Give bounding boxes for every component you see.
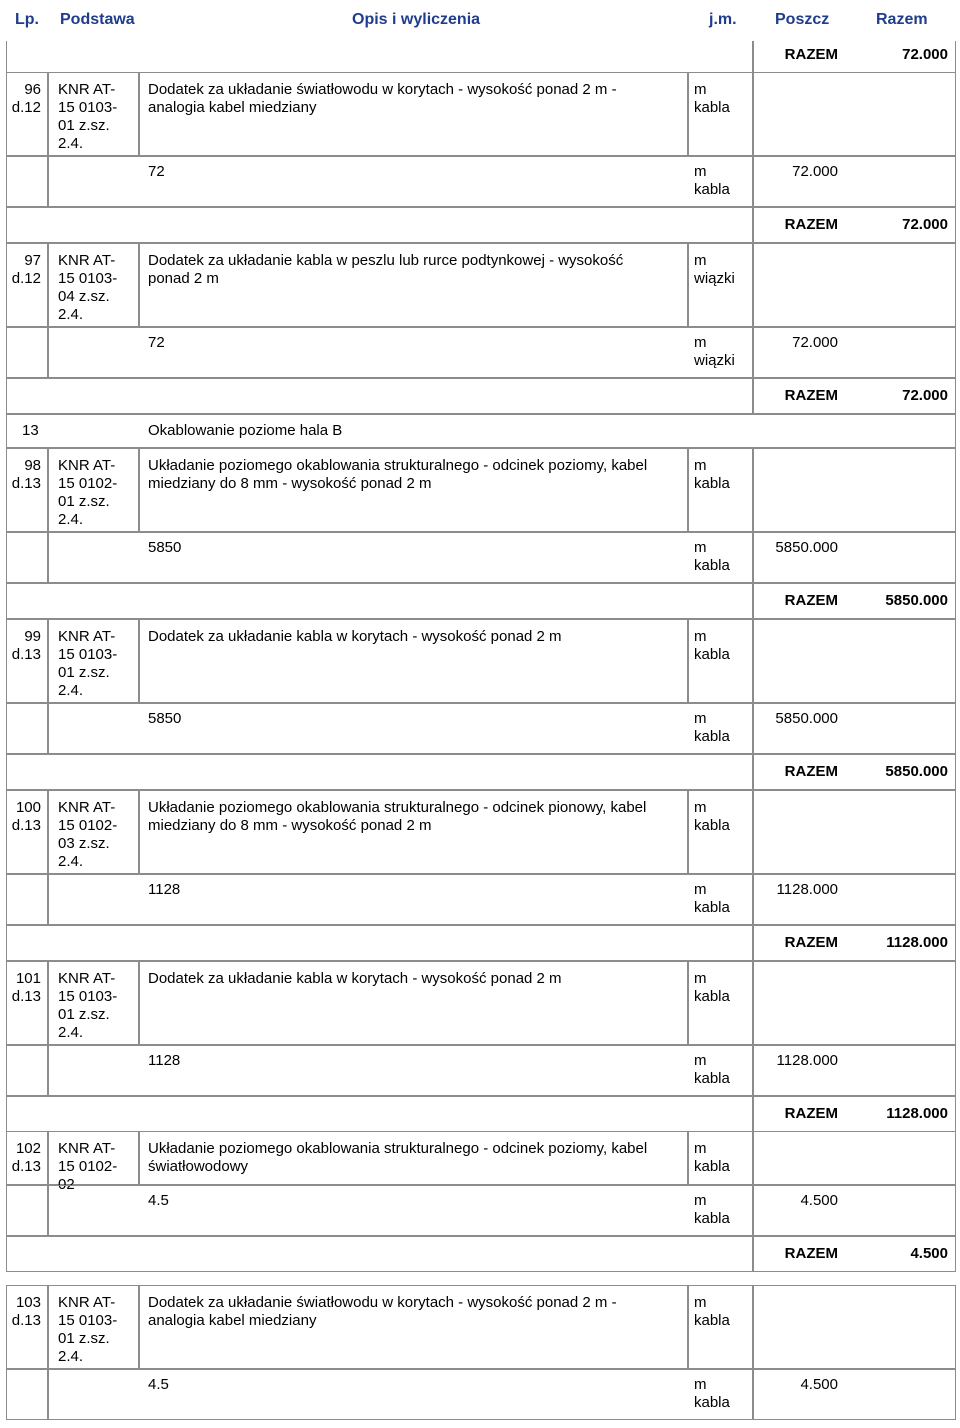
item-podstawa: KNR AT- — [58, 1140, 116, 1157]
item-description: Układanie poziomego okablowania strukturalnego - odcinek pionowy, kabel — [148, 799, 647, 816]
cell-values — [753, 448, 956, 532]
item-description: ponad 2 m — [148, 270, 219, 287]
calc-blank — [6, 1185, 48, 1236]
calc-unit: kabla — [694, 1394, 730, 1411]
summary-row-left — [6, 207, 753, 243]
item-lp: d.13 — [11, 475, 41, 492]
item-podstawa: 15 0103- — [58, 270, 118, 287]
calc-expression: 5850 — [148, 710, 182, 727]
cell-values — [753, 1285, 956, 1369]
summary-value: 1128.000 — [886, 934, 948, 951]
item-description: Układanie poziomego okablowania strukturalnego - odcinek poziomy, kabel — [148, 1140, 648, 1157]
summary-label: RAZEM — [784, 216, 838, 233]
item-unit: wiązki — [694, 270, 735, 287]
item-description: analogia kabel miedziany — [148, 1312, 317, 1329]
header-podstawa: Podstawa — [60, 11, 135, 28]
calc-unit: m — [694, 1192, 707, 1209]
item-podstawa: 01 z.sz. — [58, 664, 110, 681]
poszcz-value: 1128.000 — [776, 881, 838, 898]
cell-values — [753, 790, 956, 874]
summary-value: 4.500 — [910, 1245, 948, 1262]
item-podstawa: 2.4. — [58, 511, 84, 528]
item-lp: d.13 — [11, 646, 41, 663]
poszcz-value: 72.000 — [792, 163, 838, 180]
summary-label: RAZEM — [784, 1105, 838, 1122]
summary-value: 5850.000 — [885, 763, 948, 780]
item-podstawa: 03 z.sz. — [58, 835, 110, 852]
item-lp: 100 — [15, 799, 41, 816]
item-lp: 96 — [24, 81, 41, 98]
item-podstawa: KNR AT- — [58, 799, 116, 816]
item-podstawa: 01 z.sz. — [58, 1006, 110, 1023]
summary-row-left — [6, 925, 753, 961]
header-razem: Razem — [876, 11, 928, 28]
item-podstawa: 01 z.sz. — [58, 117, 110, 134]
item-unit: kabla — [694, 817, 730, 834]
item-podstawa: 04 z.sz. — [58, 288, 110, 305]
header-poszcz: Poszcz — [775, 11, 830, 28]
item-unit: m — [694, 970, 707, 987]
calc-blank — [6, 1045, 48, 1096]
summary-label: RAZEM — [784, 934, 838, 951]
item-unit: kabla — [694, 1312, 730, 1329]
calc-values — [753, 156, 956, 207]
calc-blank — [6, 1369, 48, 1420]
poszcz-value: 4.500 — [800, 1192, 838, 1209]
summary-top-label: RAZEM — [784, 46, 838, 63]
cell-values — [753, 961, 956, 1045]
calc-expression: 72 — [148, 163, 165, 180]
item-unit: kabla — [694, 99, 730, 116]
item-lp: d.13 — [11, 817, 41, 834]
item-lp: d.13 — [11, 1158, 41, 1175]
summary-value: 5850.000 — [885, 592, 948, 609]
calc-unit: m — [694, 163, 707, 180]
header-jm: j.m. — [709, 11, 737, 28]
poszcz-value: 72.000 — [792, 334, 838, 351]
item-unit: m — [694, 252, 707, 269]
item-description: miedziany do 8 mm - wysokość ponad 2 m — [148, 817, 432, 834]
summary-top-row-left — [6, 37, 753, 73]
item-lp: 102 — [15, 1140, 41, 1157]
poszcz-value: 4.500 — [800, 1376, 838, 1393]
summary-label: RAZEM — [784, 763, 838, 780]
item-podstawa: KNR AT- — [58, 628, 116, 645]
calc-unit: kabla — [694, 1070, 730, 1087]
calc-unit: kabla — [694, 557, 730, 574]
item-podstawa: KNR AT- — [58, 1294, 116, 1311]
summary-label: RAZEM — [784, 1245, 838, 1262]
item-podstawa: 15 0102- — [58, 1158, 118, 1175]
item-podstawa: 2.4. — [58, 135, 84, 152]
cell-values — [753, 243, 956, 327]
summary-label: RAZEM — [784, 387, 838, 404]
item-unit: m — [694, 81, 707, 98]
item-unit: m — [694, 1140, 707, 1157]
item-description: Dodatek za układanie światłowodu w korytach - wysokość ponad 2 m - — [148, 1294, 617, 1311]
item-lp: 103 — [15, 1294, 41, 1311]
item-unit: kabla — [694, 646, 730, 663]
calc-expression: 4.5 — [148, 1376, 169, 1393]
item-podstawa: 15 0103- — [58, 99, 118, 116]
calc-expression: 5850 — [148, 539, 182, 556]
item-unit: kabla — [694, 475, 730, 492]
item-description: światłowodowy — [148, 1158, 249, 1175]
item-podstawa: 15 0102- — [58, 817, 118, 834]
summary-value: 72.000 — [902, 387, 948, 404]
calc-unit: kabla — [694, 728, 730, 745]
calc-unit: m — [694, 334, 707, 351]
item-podstawa: 15 0102- — [58, 475, 118, 492]
item-podstawa: 2.4. — [58, 682, 84, 699]
calc-unit: wiązki — [694, 352, 735, 369]
item-podstawa: KNR AT- — [58, 81, 116, 98]
table-header — [0, 0, 960, 41]
calc-unit: m — [694, 1376, 707, 1393]
calc-expression: 1128 — [148, 1052, 181, 1069]
item-lp: d.12 — [11, 270, 41, 287]
item-unit: m — [694, 628, 707, 645]
calc-unit: m — [694, 1052, 707, 1069]
calc-values — [753, 1185, 956, 1236]
calc-unit: kabla — [694, 181, 730, 198]
item-podstawa: 01 z.sz. — [58, 493, 110, 510]
item-unit: m — [694, 457, 707, 474]
cell-values — [753, 1131, 956, 1185]
item-podstawa: 2.4. — [58, 306, 84, 323]
item-description: Dodatek za układanie światłowodu w korytach - wysokość ponad 2 m - — [148, 81, 617, 98]
calc-blank — [6, 532, 48, 583]
item-unit: kabla — [694, 988, 730, 1005]
item-podstawa: 2.4. — [58, 1024, 84, 1041]
item-podstawa: 01 z.sz. — [58, 1330, 110, 1347]
calc-unit: m — [694, 539, 707, 556]
calc-blank — [6, 156, 48, 207]
calc-expression: 72 — [148, 334, 165, 351]
item-lp: d.13 — [11, 1312, 41, 1329]
summary-row-left — [6, 583, 753, 619]
calc-blank — [6, 327, 48, 378]
calc-blank — [6, 703, 48, 754]
item-description: analogia kabel miedziany — [148, 99, 317, 116]
item-lp: 99 — [24, 628, 41, 645]
poszcz-value: 5850.000 — [775, 539, 838, 556]
summary-row-left — [6, 754, 753, 790]
summary-row-left — [6, 1096, 753, 1132]
calc-expression: 4.5 — [148, 1192, 169, 1209]
item-podstawa: KNR AT- — [58, 457, 116, 474]
item-podstawa: KNR AT- — [58, 970, 116, 987]
header-lp: Lp. — [15, 11, 39, 28]
item-podstawa: 2.4. — [58, 1348, 84, 1365]
cell-values — [753, 619, 956, 703]
calc-values — [753, 327, 956, 378]
summary-row-left — [6, 1236, 753, 1272]
summary-row-left — [6, 378, 753, 414]
calc-unit: m — [694, 710, 707, 727]
item-podstawa: 2.4. — [58, 853, 84, 870]
calc-unit: m — [694, 881, 707, 898]
calc-expression: 1128 — [148, 881, 181, 898]
section-number: 13 — [22, 422, 39, 439]
item-lp: d.12 — [11, 99, 41, 116]
calc-values — [753, 1369, 956, 1420]
item-unit: m — [694, 799, 707, 816]
summary-label: RAZEM — [784, 592, 838, 609]
summary-top-value: 72.000 — [902, 46, 948, 63]
cell-values — [753, 72, 956, 156]
calc-blank — [6, 874, 48, 925]
item-description: Układanie poziomego okablowania strukturalnego - odcinek poziomy, kabel — [148, 457, 648, 474]
item-podstawa: 15 0103- — [58, 1312, 118, 1329]
section-title: Okablowanie poziome hala B — [148, 422, 343, 439]
poszcz-value: 5850.000 — [775, 710, 838, 727]
item-unit: kabla — [694, 1158, 730, 1175]
poszcz-value: 1128.000 — [776, 1052, 838, 1069]
item-lp: 97 — [24, 252, 41, 269]
item-description: Dodatek za układanie kabla w korytach - wysokość ponad 2 m — [148, 628, 562, 645]
summary-value: 1128.000 — [886, 1105, 948, 1122]
item-podstawa: 02 — [58, 1176, 75, 1193]
item-lp: d.13 — [11, 988, 41, 1005]
item-description: Dodatek za układanie kabla w korytach - wysokość ponad 2 m — [148, 970, 562, 987]
calc-unit: kabla — [694, 899, 730, 916]
item-unit: m — [694, 1294, 707, 1311]
item-podstawa: 15 0103- — [58, 646, 118, 663]
summary-value: 72.000 — [902, 216, 948, 233]
calc-unit: kabla — [694, 1210, 730, 1227]
header-opis: Opis i wyliczenia — [352, 11, 481, 28]
item-description: Dodatek za układanie kabla w peszlu lub rurce podtynkowej - wysokość — [148, 252, 624, 269]
item-podstawa: KNR AT- — [58, 252, 116, 269]
item-description: miedziany do 8 mm - wysokość ponad 2 m — [148, 475, 432, 492]
item-podstawa: 15 0103- — [58, 988, 118, 1005]
item-lp: 101 — [15, 970, 41, 987]
item-lp: 98 — [24, 457, 41, 474]
